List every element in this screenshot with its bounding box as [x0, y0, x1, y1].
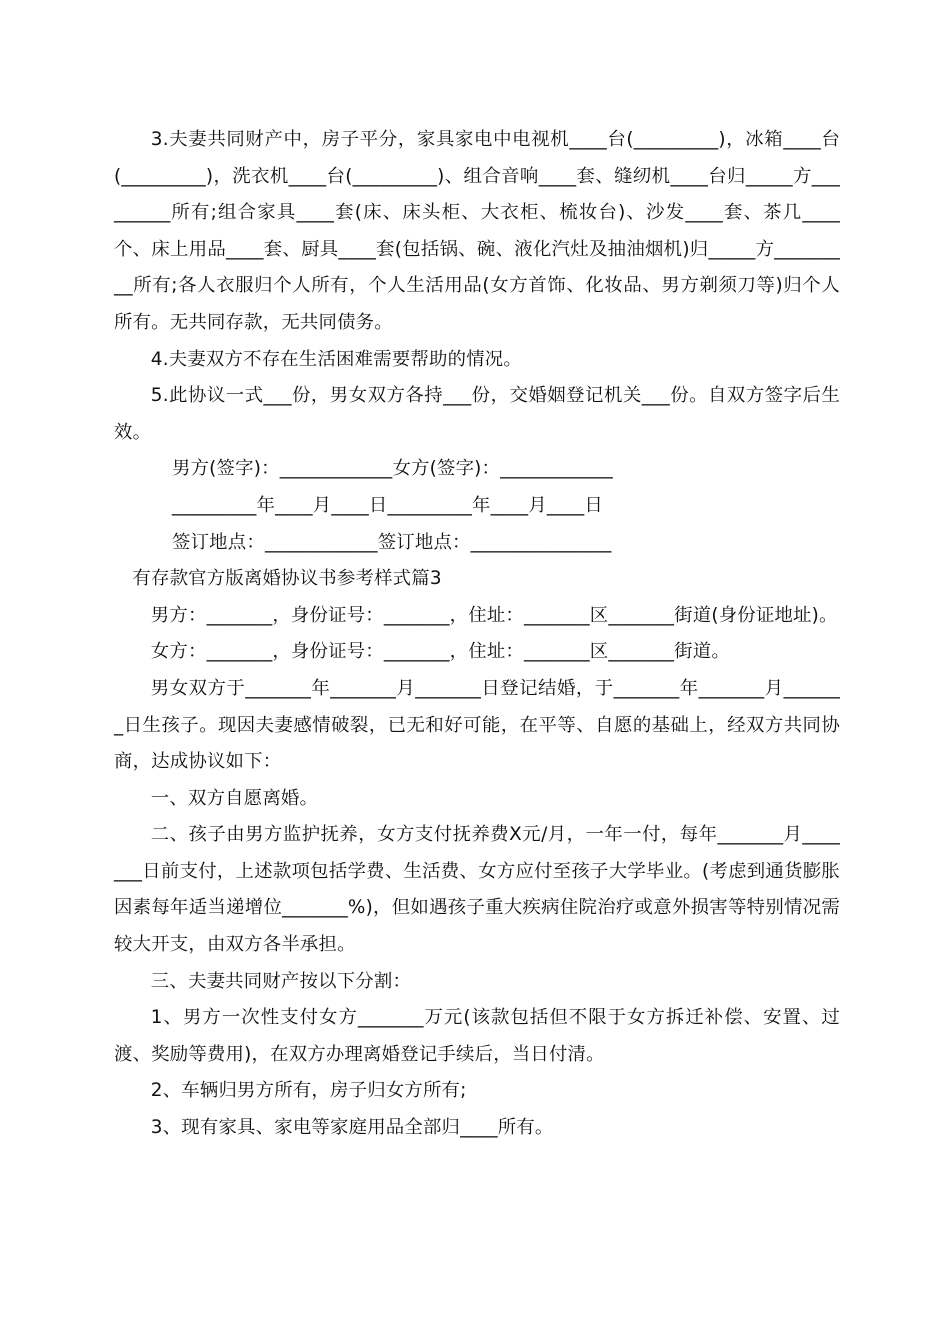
section-title: 有存款官方版离婚协议书参考样式篇3 [132, 568, 442, 590]
sub-clause-two: 2、车辆归男方所有，房子归女方所有; [150, 1080, 467, 1102]
paragraph-husband-info: 男方：_______，身份证号：_______，住址：_______区_______街道(身份证地址)。 [150, 604, 838, 626]
paragraph-property-division: 3.夫妻共同财产中，房子平分，家具家电中电视机____台(_________)，冰箱____台(_________)，洗衣机____台(_________)、组合音响____套、缝纫机____台归_____方_________所有;组合家具____套(床、床头柜、大衣柜、梳妆台)、沙发____套、茶几____个、床上用品____套、厨具____套(包括锅、碗、液化汽灶及抽油烟机)归_____方_________所有;各人衣服归个人所有，个人生活用品(女方首饰、化妆品、男方剃须刀等)归个人所有。无共同存款，无共同债务。 [114, 129, 840, 333]
clause-one: 一、双方自愿离婚。 [150, 787, 319, 809]
document-body [114, 122, 840, 1147]
paragraph-marriage-info: 男女双方于_______年_______月_______日登记结婚，于_______年_______月_______日生孩子。现因夫妻感情破裂，已无和好可能，在平等、自愿的基础上，经双方共同协商，达成协议如下： [114, 677, 840, 773]
paragraph-no-hardship: 4.夫妻双方不存在生活困难需要帮助的情况。 [150, 348, 522, 370]
date-line: _________年____月____日_________年____月____日 [172, 494, 603, 516]
signing-place-line: 签订地点：____________签订地点：_______________ [172, 531, 612, 553]
sub-clause-one: 1、男方一次性支付女方_______万元(该款包括但不限于女方拆迁补偿、安置、过渡、奖励等费用)，在双方办理离婚登记手续后，当日付清。 [114, 1007, 840, 1065]
clause-three: 三、夫妻共同财产按以下分割： [150, 970, 412, 992]
paragraph-copies: 5.此协议一式___份，男女双方各持___份，交婚姻登记机关___份。自双方签字后生效。 [114, 385, 840, 443]
signature-line: 男方(签字)：____________女方(签字)：____________ [172, 458, 613, 480]
clause-two: 二、孩子由男方监护抚养，女方支付抚养费X元/月，一年一付，每年_______月_______日前支付，上述款项包括学费、生活费、女方应付至孩子大学毕业。(考虑到通货膨胀因素每年适当递增位_______%)，但如遇孩子重大疾病住院治疗或意外损害等特别情况需较大开支，由双方各半承担。 [114, 824, 840, 956]
paragraph-wife-info: 女方：_______，身份证号：_______，住址：_______区_______街道。 [150, 641, 730, 663]
sub-clause-three: 3、现有家具、家电等家庭用品全部归____所有。 [150, 1117, 554, 1139]
